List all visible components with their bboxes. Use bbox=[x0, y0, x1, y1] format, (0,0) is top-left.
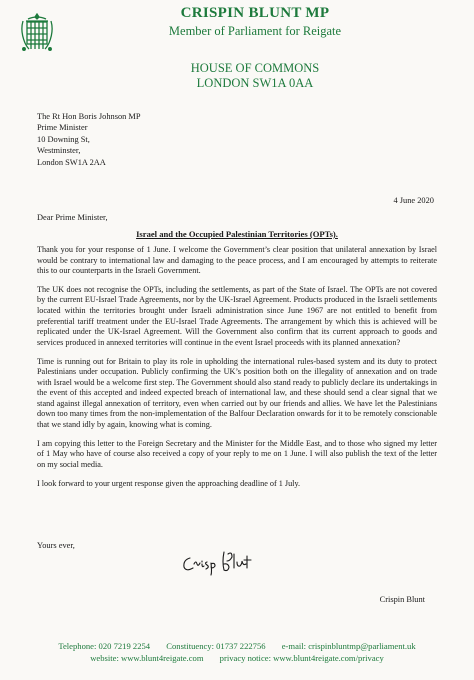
recipient-line: Prime Minister bbox=[37, 123, 88, 133]
closing: Yours ever, bbox=[37, 541, 75, 550]
recipient-line: London SW1A 2AA bbox=[37, 157, 106, 167]
signer-name: Crispin Blunt bbox=[379, 595, 425, 604]
handwritten-signature bbox=[180, 546, 260, 578]
letterhead-house: HOUSE OF COMMONS bbox=[190, 61, 320, 75]
letter-date: 4 June 2020 bbox=[393, 196, 434, 205]
subject-heading: Israel and the Occupied Palestinian Territories (OPTs). bbox=[136, 229, 338, 239]
footer-telephone: Telephone: 020 7219 2254 bbox=[58, 641, 151, 651]
letterhead-subtitle: Member of Parliament for Reigate bbox=[168, 24, 342, 38]
portcullis-icon bbox=[20, 13, 54, 53]
salutation: Dear Prime Minister, bbox=[37, 213, 108, 222]
letter-body bbox=[37, 245, 437, 497]
footer-email: e-mail: crispinbluntmp@parliament.uk bbox=[281, 641, 416, 651]
letter-footer bbox=[0, 640, 474, 664]
body-paragraph: I am copying this letter to the Foreign Secretary and the Minister for the Middle East, and to those who signed my letter of 1 May who have of course also received a copy of your reply to me on 1 June. I will also publish the text of the letter on my social media. bbox=[37, 438, 437, 469]
footer-constituency: Constituency: 01737 222756 bbox=[166, 641, 266, 651]
body-paragraph: Time is running out for Britain to play its role in upholding the international rules-based system and its duty to protect Palestinians under occupation. Publicly confirming the UK’s position both on the illegality of annexation and on trade with Israel would be a welcome first step. The Government should also stand ready to publicly declare its undertakings in the event of this accepted and indeed expected breach of international law, and these should send a clear signal that we stand against illegal annexation of territory, even when carried out by our friends and allies. We have let the Palestinians down too many times from the non-implementation of the Balfour Declaration onwards for it to be remotely conscionable that we stand idly by again, knowing what is coming. bbox=[37, 356, 437, 429]
recipient-line: The Rt Hon Boris Johnson MP bbox=[37, 112, 141, 121]
footer-website: website: www.blunt4reigate.com bbox=[90, 653, 204, 663]
body-paragraph: Thank you for your response of 1 June. I welcome the Government’s clear position that unilateral annexation by Israel would be contrary to international law and damaging to the peace process, and I am encouraged by attempts to reiterate this to our counterparts in the Israeli Government. bbox=[37, 245, 437, 276]
footer-privacy: privacy notice: www.blunt4reigate.com/privacy bbox=[219, 653, 384, 663]
letterhead-address bbox=[140, 61, 370, 91]
letterhead-city: LONDON SW1A 0AA bbox=[196, 76, 314, 90]
recipient-address bbox=[37, 111, 141, 168]
letterhead-name: CRISPIN BLUNT MP bbox=[180, 5, 330, 21]
body-paragraph: The UK does not recognise the OPTs, including the settlements, as part of the State of Israel. The OPTs are not covered by the current EU-Israel Trade Agreements, nor by the UK-Israel Agreement. Products produced in the Israeli settlements located within the territories brought under Israeli administration since June 1967 are not entitled to benefit from preferential tariff treatment under the EU-Israel Trade Agreements. The arrangement by which this is achieved will be replicated under the UK-Israel Agreement. Will the Government also confirm that its current approach to goods and services produced in annexed territories will continue in the event Israel proceeds with its planned annexation? bbox=[37, 284, 437, 347]
body-paragraph: I look forward to your urgent response given the approaching deadline of 1 July. bbox=[37, 478, 301, 488]
recipient-line: 10 Downing St, bbox=[37, 134, 90, 144]
recipient-line: Westminster, bbox=[37, 146, 81, 156]
